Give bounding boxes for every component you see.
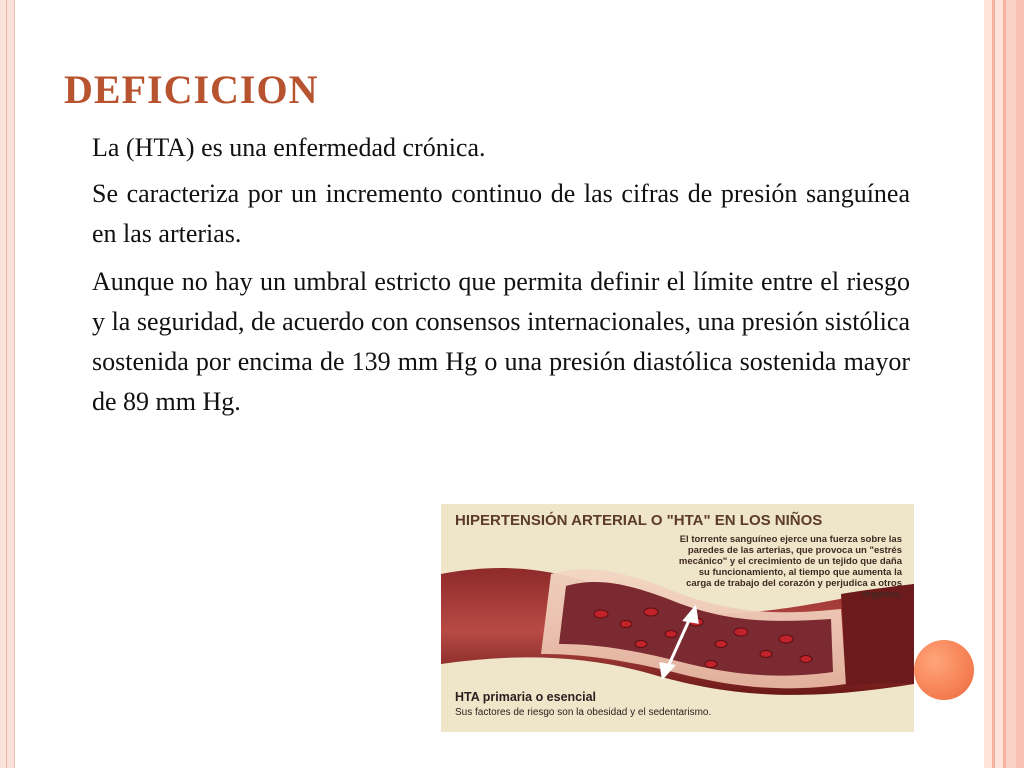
left-border-strip [0, 0, 15, 768]
slide-body [92, 128, 910, 430]
slide-title: DEFICICION [64, 67, 319, 112]
hypertension-illustration [441, 504, 914, 732]
paragraph-threshold: Aunque no hay un umbral estricto que permita definir el límite entre el riesgo y la seguridad, de acuerdo con consensos internacionales, una presión sistólica sostenida por encima de 139 mm Hg o una presión diastólica sostenida mayor de 89 mm Hg. [92, 267, 910, 416]
left-border-line [6, 0, 7, 768]
paragraph-definition: La (HTA) es una enfermedad crónica. [92, 133, 486, 162]
right-decorative-stripes [978, 0, 1024, 768]
illustration-description: El torrente sanguíneo ejerce una fuerza sobre las paredes de las arterias, que provoca un "estrés mecánico" y el crecimiento de un tejido que daña su funcionamiento, al tiempo que aumenta la carga de trabajo del corazón y perjudica a otros órganos. [678, 534, 902, 600]
illustration-subtitle: HTA primaria o esencial [455, 690, 597, 704]
illustration-subtext: Sus factores de riesgo son la obesidad y el sedentarismo. [455, 707, 712, 718]
illustration-title: HIPERTENSIÓN ARTERIAL O "HTA" EN LOS NIÑOS [455, 512, 823, 529]
decorative-orb [914, 640, 974, 700]
paragraph-characteristic: Se caracteriza por un incremento continuo de las cifras de presión sanguínea en las arterias. [92, 179, 910, 248]
